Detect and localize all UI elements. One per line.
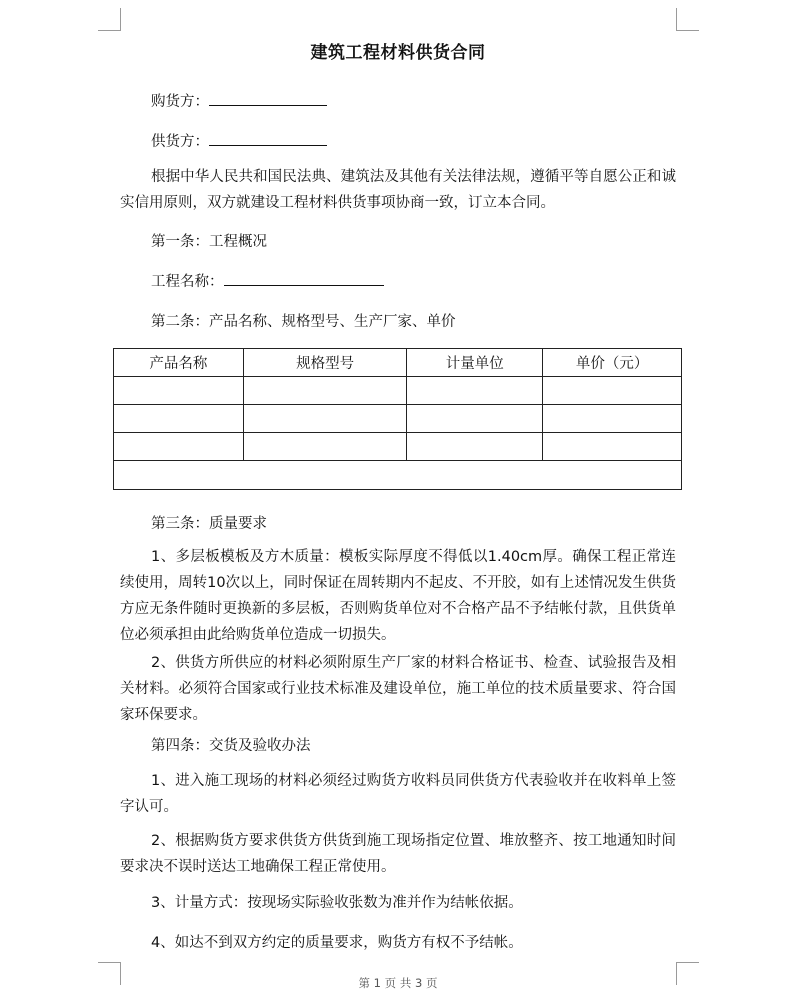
header-product-name: 产品名称 — [114, 349, 244, 377]
article3-item-1: 1、多层板模板及方木质量：模板实际厚度不得低以1.40cm厚。确保工程正常连续使用，周转10次以上，同时保证在周转期内不起皮、不开胶，如有上述情况发生供货方应无条件随时更换新的多层板，否则购货单位对不合格产品不予结帐付款，且供货单位必须承担由此给购货单位造成一切损失。 — [120, 549, 676, 643]
table-merged-cell[interactable] — [114, 461, 682, 490]
table-cell[interactable] — [243, 433, 407, 461]
crop-mark-top-right — [676, 8, 699, 31]
table-row — [114, 433, 682, 461]
buyer-line — [151, 90, 327, 111]
article4-item-1: 1、进入施工现场的材料必须经过购货方收料员同供货方代表验收并在收料单上签字认可。 — [120, 773, 676, 815]
buyer-label: 购货方： — [151, 94, 209, 110]
table-header-row — [114, 349, 682, 377]
table-cell[interactable] — [543, 405, 682, 433]
article4-item-2: 2、根据购货方要求供货方供货到施工现场指定位置、堆放整齐、按工地通知时间要求决不误时送达工地确保工程正常使用。 — [120, 833, 676, 875]
table-cell[interactable] — [114, 433, 244, 461]
article2-title: 第二条：产品名称、规格型号、生产厂家、单价 — [151, 314, 456, 330]
supplier-blank-field[interactable] — [209, 131, 327, 146]
product-table — [113, 348, 682, 490]
project-name-line — [151, 270, 384, 291]
header-unit: 计量单位 — [407, 349, 543, 377]
table-cell[interactable] — [407, 377, 543, 405]
project-name-label: 工程名称： — [151, 274, 224, 290]
table-cell[interactable] — [114, 405, 244, 433]
supplier-line — [151, 130, 327, 151]
article4-title: 第四条：交货及验收办法 — [151, 738, 311, 754]
table-row — [114, 377, 682, 405]
table-cell[interactable] — [114, 377, 244, 405]
project-name-blank-field[interactable] — [224, 271, 384, 286]
header-unit-price: 单价（元） — [543, 349, 682, 377]
intro-paragraph: 根据中华人民共和国民法典、建筑法及其他有关法律法规，遵循平等自愿公正和诚实信用原则，双方就建设工程材料供货事项协商一致，订立本合同。 — [120, 169, 676, 211]
table-row — [114, 405, 682, 433]
table-cell[interactable] — [407, 405, 543, 433]
article4-item-4: 4、如达不到双方约定的质量要求，购货方有权不予结帐。 — [151, 935, 523, 951]
article3-item-2: 2、供货方所供应的材料必须附原生产厂家的材料合格证书、检查、试验报告及相关材料。必须符合国家或行业技术标准及建设单位，施工单位的技术质量要求、符合国家环保要求。 — [120, 655, 676, 723]
table-cell[interactable] — [543, 433, 682, 461]
page-indicator: 第 1 页 共 3 页 — [358, 976, 438, 990]
article3-title: 第三条：质量要求 — [151, 516, 267, 532]
table-row — [114, 461, 682, 490]
article1-title: 第一条：工程概况 — [151, 234, 267, 250]
header-spec-model: 规格型号 — [243, 349, 407, 377]
article4-item-3: 3、计量方式：按现场实际验收张数为准并作为结帐依据。 — [151, 895, 523, 911]
buyer-blank-field[interactable] — [209, 91, 327, 106]
table-cell[interactable] — [243, 377, 407, 405]
crop-mark-top-left — [98, 8, 121, 31]
table-cell[interactable] — [243, 405, 407, 433]
table-cell[interactable] — [543, 377, 682, 405]
document-title: 建筑工程材料供货合同 — [310, 43, 486, 63]
table-cell[interactable] — [407, 433, 543, 461]
supplier-label: 供货方： — [151, 134, 209, 150]
